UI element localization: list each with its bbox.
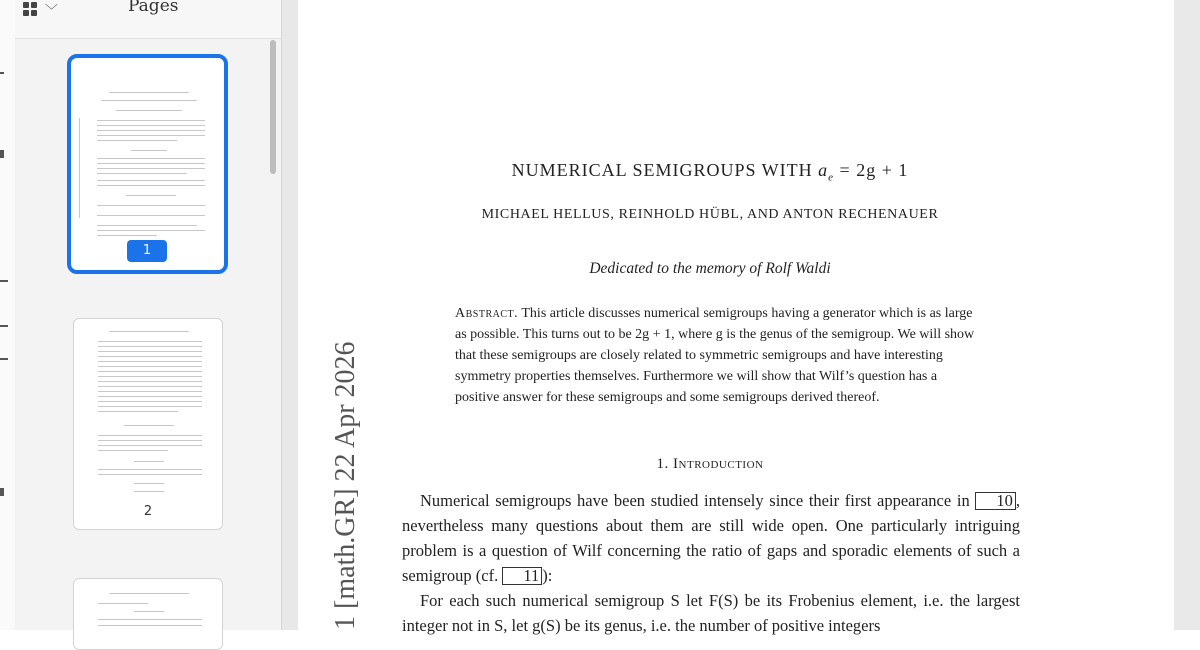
page-number-label: 2 bbox=[143, 504, 153, 519]
paper-authors: MICHAEL HELLUS, REINHOLD HÜBL, AND ANTON RECHENAUER bbox=[481, 207, 939, 222]
strip-marker bbox=[0, 325, 8, 327]
pages-sidebar bbox=[15, 0, 281, 630]
sidebar-title: Pages bbox=[128, 0, 179, 16]
strip-marker bbox=[0, 280, 8, 282]
citation-link[interactable]: 10 bbox=[975, 492, 1016, 510]
abstract-label: Abstract. bbox=[455, 306, 519, 321]
left-toolbar-strip bbox=[0, 0, 16, 630]
page-thumbnail-1[interactable] bbox=[67, 54, 228, 274]
strip-marker bbox=[0, 72, 4, 74]
right-gutter bbox=[1174, 0, 1200, 630]
paper-dedication: Dedicated to the memory of Rolf Waldi bbox=[589, 260, 831, 277]
sidebar-scrollbar[interactable] bbox=[270, 40, 276, 174]
citation-link[interactable]: 11 bbox=[502, 567, 542, 585]
sidebar-header bbox=[15, 0, 281, 39]
chevron-down-icon[interactable]: ﹀ bbox=[45, 4, 59, 19]
page-number-badge: 1 bbox=[127, 240, 167, 262]
arxiv-identifier: 1 [math.GR] 22 Apr 2026 bbox=[330, 341, 361, 630]
strip-marker bbox=[0, 150, 4, 158]
abstract-text: This article discusses numerical semigroups having a generator which is as large as possible. This turns out to be 2g + 1, where g is the genus of the semigroup. We will show that these semigroups are closely related to symmetric semigroups and have interesting symmetry properties themselves. Furthermore we will show that Wilf’s question has a positive answer for these semigroups and some semigroups derived thereof. bbox=[455, 306, 975, 405]
section-heading: 1. Introduction bbox=[656, 456, 764, 472]
viewer-gutter bbox=[281, 0, 299, 630]
abstract bbox=[455, 303, 975, 408]
intro-paragraph-1: Numerical semigroups have been studied intensely since their first appearance in 10 , nevertheless many questions about them are still wide open. One particularly intriguing problem is a question of Wilf concerning the ratio of gaps and sporadic elements of such a semigroup (cf. 11 ): bbox=[402, 491, 1020, 585]
grid-view-icon[interactable] bbox=[23, 2, 39, 16]
paper-title bbox=[420, 160, 1000, 184]
intro-paragraph-2: For each such numerical semigroup S let F(S) be its Frobenius element, i.e. the largest integer not in S, let g(S) be its genus, i.e. the number of positive integers bbox=[402, 591, 1020, 635]
intro-body bbox=[402, 488, 1020, 638]
title-math: $a_e = 2g + 1$ bbox=[818, 160, 909, 184]
strip-marker bbox=[0, 488, 4, 496]
page-thumbnail-3[interactable] bbox=[73, 578, 223, 650]
title-text: NUMERICAL SEMIGROUPS WITH bbox=[511, 160, 819, 180]
page-thumbnail-2[interactable] bbox=[73, 318, 223, 530]
strip-marker bbox=[0, 358, 8, 360]
